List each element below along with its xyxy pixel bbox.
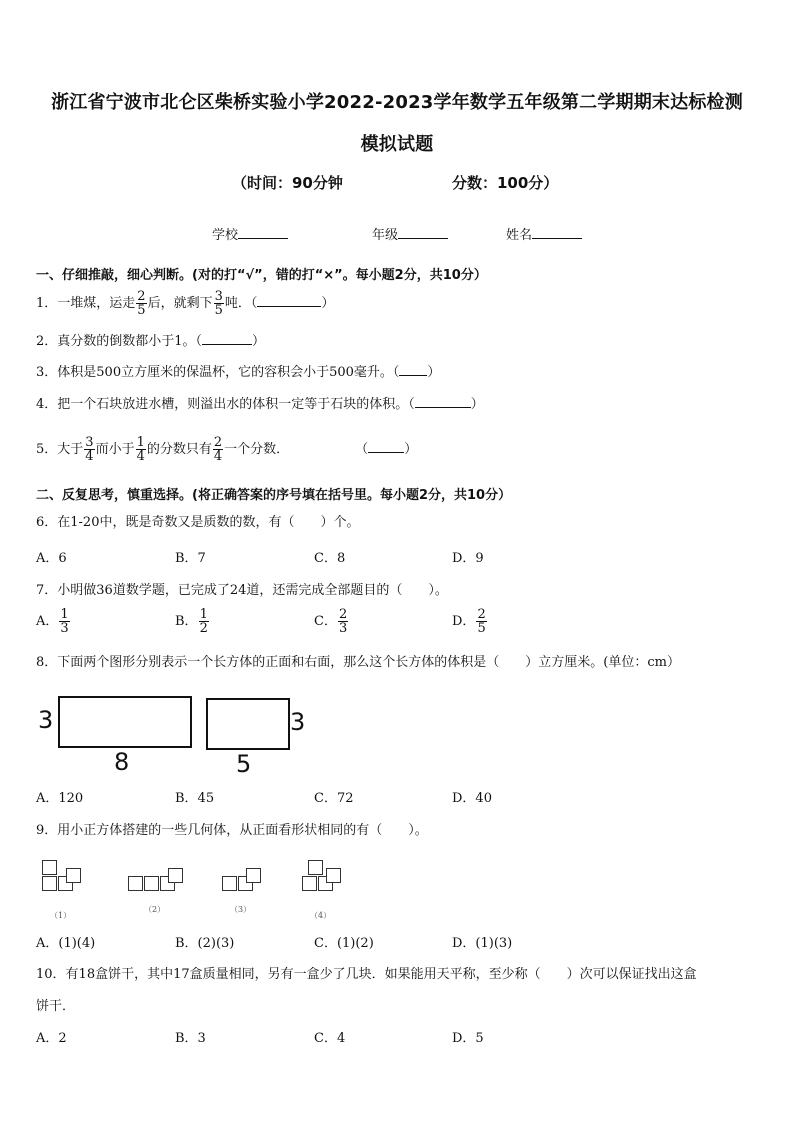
q9-figure-3: [218, 864, 268, 904]
q8-option-d[interactable]: D．40: [452, 791, 492, 806]
q9-figure-4: [300, 856, 350, 906]
question-10-cont: 饼干．: [36, 999, 76, 1014]
grade-blank[interactable]: [398, 226, 448, 239]
exam-title: 浙江省宁波市北仑区柴桥实验小学2022-2023学年数学五年级第二学期期末达标检测: [51, 92, 743, 113]
question-3: 3．体积是500立方厘米的保温杯，它的容积会小于500毫升。（ ）: [36, 365, 441, 380]
question-5: 5．大于 $\frac{3}{4}$ 而小于 $\frac{1}{4}$ 的分数只有 $\frac{2}{4}$ 一个分数． （ ）: [36, 435, 418, 464]
school-blank[interactable]: [238, 226, 288, 239]
q9-figure-3-label: （3）: [230, 905, 252, 914]
answer-blank-5[interactable]: [368, 440, 404, 453]
q9-figure-2-label: （2）: [144, 905, 166, 914]
q9-figure-4-label: （4）: [310, 911, 332, 920]
question-9: 9．用小正方体搭建的一些几何体，从正面看形状相同的有（ ）。: [36, 823, 428, 838]
exam-score: 分数：100分）: [452, 174, 559, 192]
q9-figure-1: [38, 856, 98, 906]
q7-option-b[interactable]: B． $\frac{1}{2}$: [175, 607, 208, 636]
q8-option-c[interactable]: C．72: [314, 791, 354, 806]
q7-option-d[interactable]: D． $\frac{2}{5}$: [452, 607, 486, 636]
grade-label: 年级: [372, 228, 399, 243]
q6-option-c[interactable]: C．8: [314, 551, 346, 566]
q10-option-c[interactable]: C．4: [314, 1031, 346, 1046]
q9-option-c[interactable]: C．(1)(2): [314, 936, 374, 951]
section1-heading: 一、仔细推敲，细心判断。(对的打“√”，错的打“×”。每小题2分，共10分）: [36, 268, 487, 283]
q10-option-b[interactable]: B．3: [175, 1031, 206, 1046]
q9-option-b[interactable]: B．(2)(3): [175, 936, 235, 951]
name-field[interactable]: [506, 224, 582, 243]
q7-option-a[interactable]: A． $\frac{1}{3}$: [36, 607, 69, 636]
q9-option-d[interactable]: D．(1)(3): [452, 936, 513, 951]
q7-option-c[interactable]: C． $\frac{2}{3}$: [314, 607, 348, 636]
question-8: 8．下面两个图形分别表示一个长方体的正面和右面，那么这个长方体的体积是（ ）立方厘米。(单位：cm）: [36, 655, 680, 670]
q9-figure-2: [126, 864, 188, 904]
question-4: 4．把一个石块放进水槽，则溢出水的体积一定等于石块的体积。（ ）: [36, 397, 484, 412]
q9-figure-1-label: （1）: [50, 911, 72, 920]
question-10: 10．有18盒饼干，其中17盒质量相同，另有一盒少了几块．如果能用天平称，至少称（ ）次可以保证找出这盒: [36, 967, 697, 982]
q6-option-b[interactable]: B．7: [175, 551, 206, 566]
q10-option-d[interactable]: D．5: [452, 1031, 484, 1046]
question-2: 2．真分数的倒数都小于1。（ ）: [36, 334, 266, 349]
q8-right-height-label: 3: [290, 708, 306, 736]
question-7: 7．小明做36道数学题，已完成了24道，还需完成全部题目的（ ）。: [36, 583, 448, 598]
q8-front-length-label: 8: [114, 748, 130, 776]
school-label: 学校: [212, 228, 239, 243]
q8-front-rectangle: [58, 696, 192, 748]
answer-blank-2[interactable]: [202, 332, 252, 345]
answer-blank-3[interactable]: [399, 363, 427, 376]
section2-heading: 二、反复思考，慎重选择。(将正确答案的序号填在括号里。每小题2分，共10分）: [36, 488, 512, 503]
name-label: 姓名: [506, 228, 533, 243]
answer-blank-4[interactable]: [415, 395, 471, 408]
exam-time: （时间：90分钟: [232, 174, 343, 192]
q8-option-b[interactable]: B．45: [175, 791, 215, 806]
q10-option-a[interactable]: A．2: [36, 1031, 67, 1046]
q9-option-a[interactable]: A．(1)(4): [36, 936, 96, 951]
exam-title-line2: 模拟试题: [360, 134, 434, 155]
q8-right-rectangle: [206, 698, 290, 750]
q6-option-d[interactable]: D．9: [452, 551, 484, 566]
name-blank[interactable]: [532, 226, 582, 239]
question-6: 6．在1-20中，既是奇数又是质数的数，有（ ）个。: [36, 515, 360, 530]
q8-front-height-label: 3: [38, 706, 54, 734]
school-field[interactable]: [212, 224, 288, 243]
answer-blank-1[interactable]: [257, 294, 321, 307]
q8-option-a[interactable]: A．120: [36, 791, 84, 806]
q8-right-width-label: 5: [236, 750, 252, 778]
question-1: 1．一堆煤，运走 $\frac{2}{5}$ 后，就剩下 $\frac{3}{5}$ 吨．（ ）: [36, 289, 335, 318]
grade-field[interactable]: [372, 224, 448, 243]
q6-option-a[interactable]: A．6: [36, 551, 67, 566]
